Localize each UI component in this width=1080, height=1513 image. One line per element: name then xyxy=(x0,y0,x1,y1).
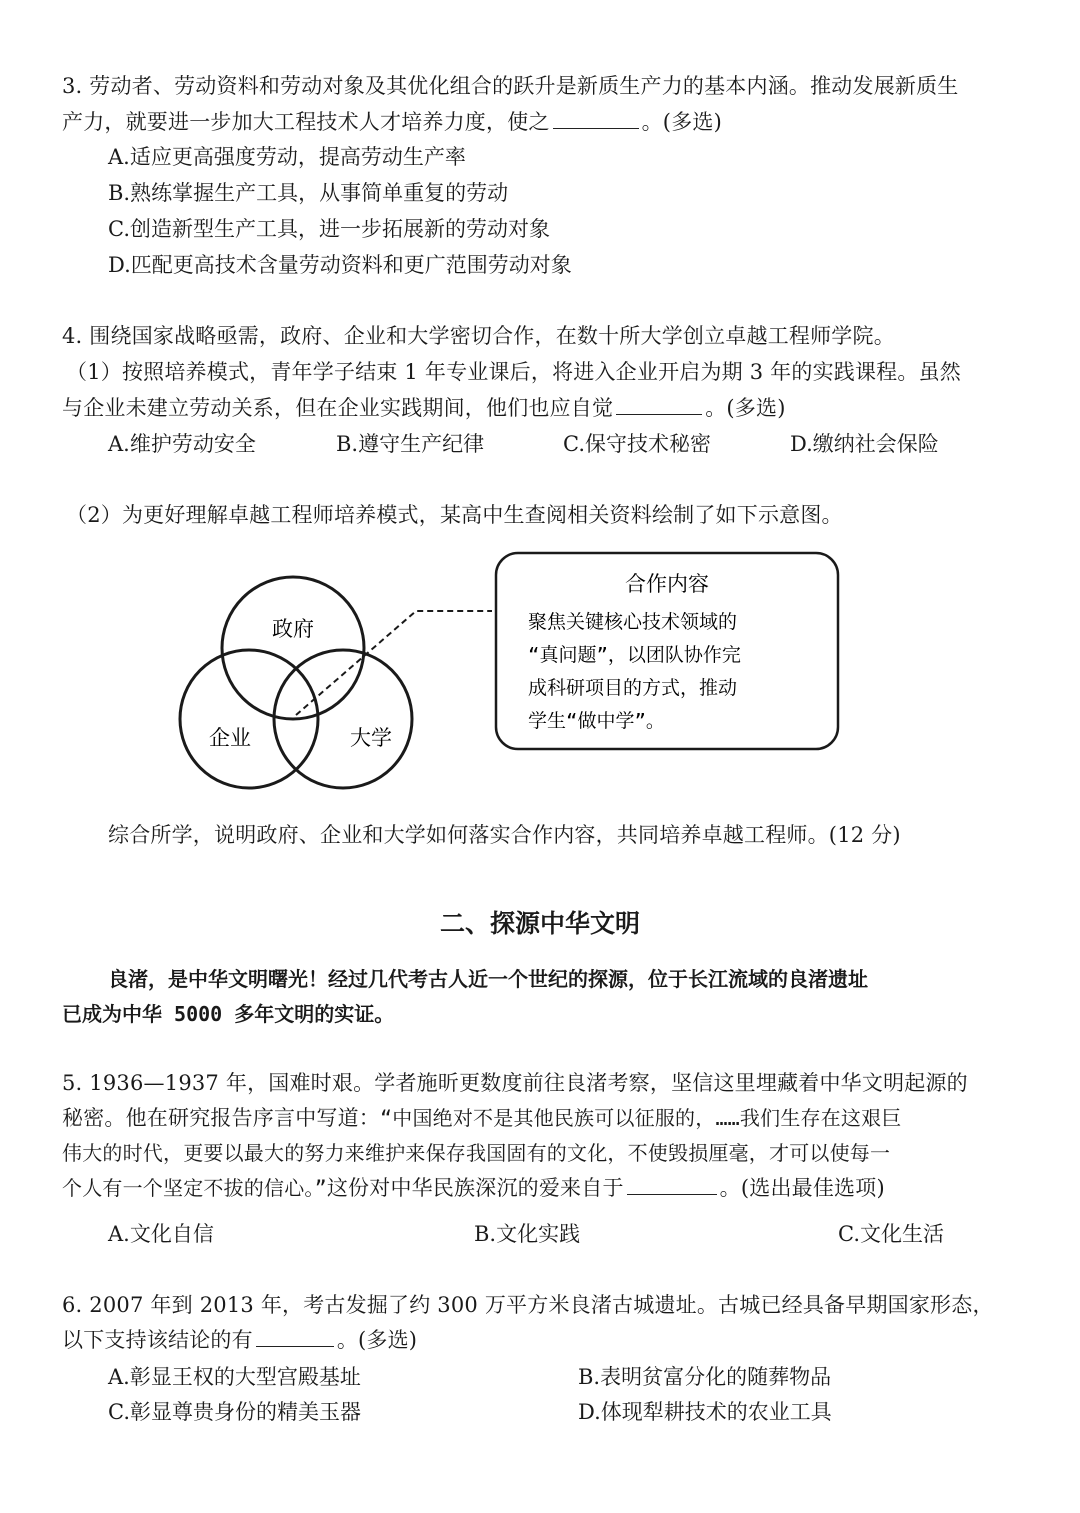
q4-part1-line2 xyxy=(62,392,786,424)
q5-stem-line2 xyxy=(62,1102,902,1134)
q4-answer-blank[interactable] xyxy=(616,394,702,415)
connector-dashed-line xyxy=(296,611,492,715)
q5-option-a[interactable]: A.文化自信 xyxy=(108,1222,214,1246)
cooperation-box-line3: 成科研项目的方式，推动 xyxy=(528,677,738,699)
q3-option-d[interactable]: D.匹配更高技术含量劳动资料和更广范围劳动对象 xyxy=(108,253,572,277)
q5-stem-suffix: 。(选出最佳选项) xyxy=(719,1176,885,1200)
q3-option-b[interactable]: B.熟练掌握生产工具，从事简单重复的劳动 xyxy=(108,181,509,205)
label-university: 大学 xyxy=(350,726,392,750)
q3-stem-suffix: 。(多选) xyxy=(641,110,722,134)
label-government: 政府 xyxy=(272,617,314,641)
q6-answer-blank[interactable] xyxy=(256,1326,334,1347)
q6-stem-line1: 6. 2007 年到 2013 年，考古发掘了约 300 万平方米良渚古城遗址。古城已经具备早期国家形态， xyxy=(62,1293,994,1317)
section-intro-line1: 良渚，是中华文明曙光！经过几代考古人近一个世纪的探源，位于长江流域的良渚遗址 xyxy=(108,967,868,991)
q3-option-a[interactable]: A.适应更高强度劳动，提高劳动生产率 xyxy=(108,145,466,169)
q4-option-c[interactable]: C.保守技术秘密 xyxy=(563,432,711,456)
q5-stem-line1: 5. 1936—1937 年，国难时艰。学者施昕更数度前往良渚考察，坚信这里埋藏着中华文明起源的 xyxy=(62,1071,968,1095)
q4-part2-question: 综合所学，说明政府、企业和大学如何落实合作内容，共同培养卓越工程师。(12 分) xyxy=(108,823,901,847)
q4-part2-line: （2）为更好理解卓越工程师培养模式，某高中生查阅相关资料绘制了如下示意图。 xyxy=(66,503,843,527)
section-title: 二、探源中华文明 xyxy=(439,909,640,938)
q5-quote-part1: “中国绝对不是其他民族可以征服的，……我们生存在这艰巨 xyxy=(380,1106,902,1130)
q6-stem-text: 以下支持该结论的有 xyxy=(62,1328,253,1352)
q3-stem-text: 产力，就要进一步加大工程技术人才培养力度，使之 xyxy=(62,110,550,134)
q5-option-b[interactable]: B.文化实践 xyxy=(474,1222,581,1246)
circle-government xyxy=(222,577,364,719)
q5-quote-part3: 个人有一个坚定不拔的信心。” xyxy=(62,1176,327,1200)
cooperation-box-line2: “真问题”，以团队协作完 xyxy=(528,644,741,666)
section-intro-line2: 已成为中华 5000 多年文明的实证。 xyxy=(62,1002,395,1026)
q5-stem-text2: 这份对中华民族深沉的爱来自于 xyxy=(326,1176,624,1200)
q3-option-c[interactable]: C.创造新型生产工具，进一步拓展新的劳动对象 xyxy=(108,217,550,241)
q6-option-c[interactable]: C.彰显尊贵身份的精美玉器 xyxy=(108,1400,361,1424)
q4-stem: 4. 围绕国家战略亟需，政府、企业和大学密切合作，在数十所大学创立卓越工程师学院。 xyxy=(62,324,895,348)
q5-stem-line4 xyxy=(62,1172,885,1204)
q5-quote-part2: 伟大的时代，更要以最大的努力来维护来保存我国固有的文化，不使毁损厘毫，才可以使每一 xyxy=(62,1141,891,1165)
q3-stem-line2 xyxy=(62,106,722,138)
label-enterprise: 企业 xyxy=(209,726,251,750)
q6-option-a[interactable]: A.彰显王权的大型宫殿基址 xyxy=(108,1365,361,1389)
q4-part1-line1: （1）按照培养模式，青年学子结束 1 年专业课后，将进入企业开启为期 3 年的实践课程。虽然 xyxy=(66,360,961,384)
q5-answer-blank[interactable] xyxy=(627,1174,717,1195)
cooperation-box-line4: 学生“做中学”。 xyxy=(528,710,665,732)
q5-option-c[interactable]: C.文化生活 xyxy=(838,1222,944,1246)
q3-answer-blank[interactable] xyxy=(553,108,639,129)
q3-stem-line1: 3. 劳动者、劳动资料和劳动对象及其优化组合的跃升是新质生产力的基本内涵。推动发展新质生 xyxy=(62,74,959,98)
q4-part1-text: 与企业未建立劳动关系，但在企业实践期间，他们也应自觉 xyxy=(62,396,614,420)
q6-stem-line2 xyxy=(62,1324,417,1356)
q5-stem-text: 秘密。他在研究报告序言中写道： xyxy=(62,1106,380,1130)
q4-option-b[interactable]: B.遵守生产纪律 xyxy=(336,432,485,456)
q4-option-a[interactable]: A.维护劳动安全 xyxy=(108,432,256,456)
q6-stem-suffix: 。(多选) xyxy=(336,1328,418,1352)
q4-part1-suffix: 。(多选) xyxy=(705,396,786,420)
cooperation-box-title: 合作内容 xyxy=(625,572,709,596)
q6-option-b[interactable]: B.表明贫富分化的随葬物品 xyxy=(578,1365,832,1389)
cooperation-box-line1: 聚焦关键核心技术领域的 xyxy=(528,611,738,633)
q6-option-d[interactable]: D.体现犁耕技术的农业工具 xyxy=(578,1400,832,1424)
q4-option-d[interactable]: D.缴纳社会保险 xyxy=(790,432,939,456)
venn-diagram xyxy=(170,548,850,800)
